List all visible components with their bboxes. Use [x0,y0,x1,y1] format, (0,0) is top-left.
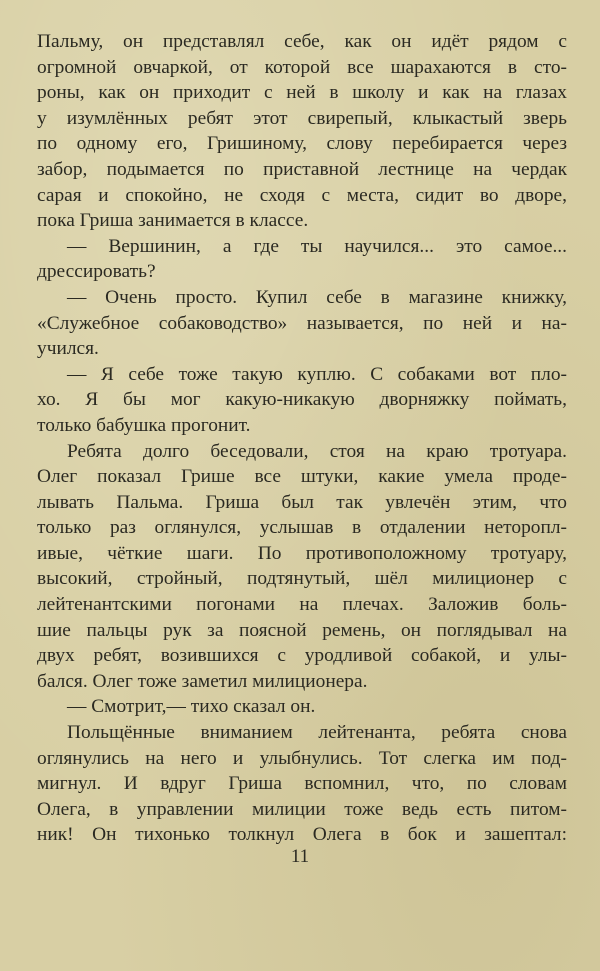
text-line: оглянулись на него и улыбнулись. Тот слегка им под- [37,747,567,769]
page-number: 11 [290,846,310,867]
text-line: у изумлённых ребят этот свирепый, клыкастый зверь [37,107,567,129]
text-line: — Смотрит,— тихо сказал он. [67,696,316,718]
text-line: забор, подымается по приставной лестнице на чердак [37,158,567,180]
text-line: хо. Я бы мог какую-никакую дворняжку поймать, [37,389,567,411]
text-line: мигнул. И вдруг Гриша вспомнил, что, по словам [37,773,567,795]
text-line: пока Гриша занимается в классе. [37,210,309,232]
text-line: Пальму, он представлял себе, как он идёт рядом с [37,31,567,52]
text-line: Польщённые вниманием лейтенанта, ребята снова [67,722,567,744]
text-line: лывать Пальма. Гриша был так увлечён этим, что [37,491,567,513]
text-line: — Я себе тоже такую куплю. С собаками вот пло- [67,363,567,385]
text-line: роны, как он приходит с ней в школу и как на глазах [37,82,567,104]
text-line: — Очень просто. Купил себе в магазине книжку, [67,286,567,308]
page-text [37,29,567,848]
text-line: Ребята долго беседовали, стоя на краю тротуара. [67,440,567,462]
text-line: сарая и спокойно, не сходя с места, сидит во дворе, [37,184,567,206]
text-line: Олега, в управлении милиции тоже ведь есть питом- [37,798,567,820]
text-line: ивые, чёткие шаги. По противоположному тротуару, [37,542,567,564]
text-line: высокий, стройный, подтянутый, шёл милиционер с [37,568,567,590]
text-line: лейтенантскими погонами на плечах. Заложив боль- [37,594,567,616]
text-line: «Служебное собаководство» называется, по ней и на- [37,312,567,334]
text-line: шие пальцы рук за поясной ремень, он поглядывал на [37,619,567,641]
text-line: только бабушка прогонит. [37,414,251,436]
text-line: двух ребят, возившихся с уродливой собакой, и улы- [37,645,567,667]
text-line: учился. [37,338,99,360]
text-line: дрессировать? [37,261,156,283]
text-line: только раз оглянулся, услышав в отдалении неторопл- [37,517,567,539]
text-line: огромной овчаркой, от которой все шарахаются в сто- [37,56,567,78]
text-line: ник! Он тихонько толкнул Олега в бок и зашептал: [37,824,567,846]
text-line: — Вершинин, а где ты научился... это самое... [67,235,567,257]
text-line: бался. Олег тоже заметил милиционера. [37,670,368,692]
text-line: Олег показал Грише все штуки, какие умела проде- [37,466,567,488]
text-line: по одному его, Гришиному, слову перебирается через [37,133,567,155]
